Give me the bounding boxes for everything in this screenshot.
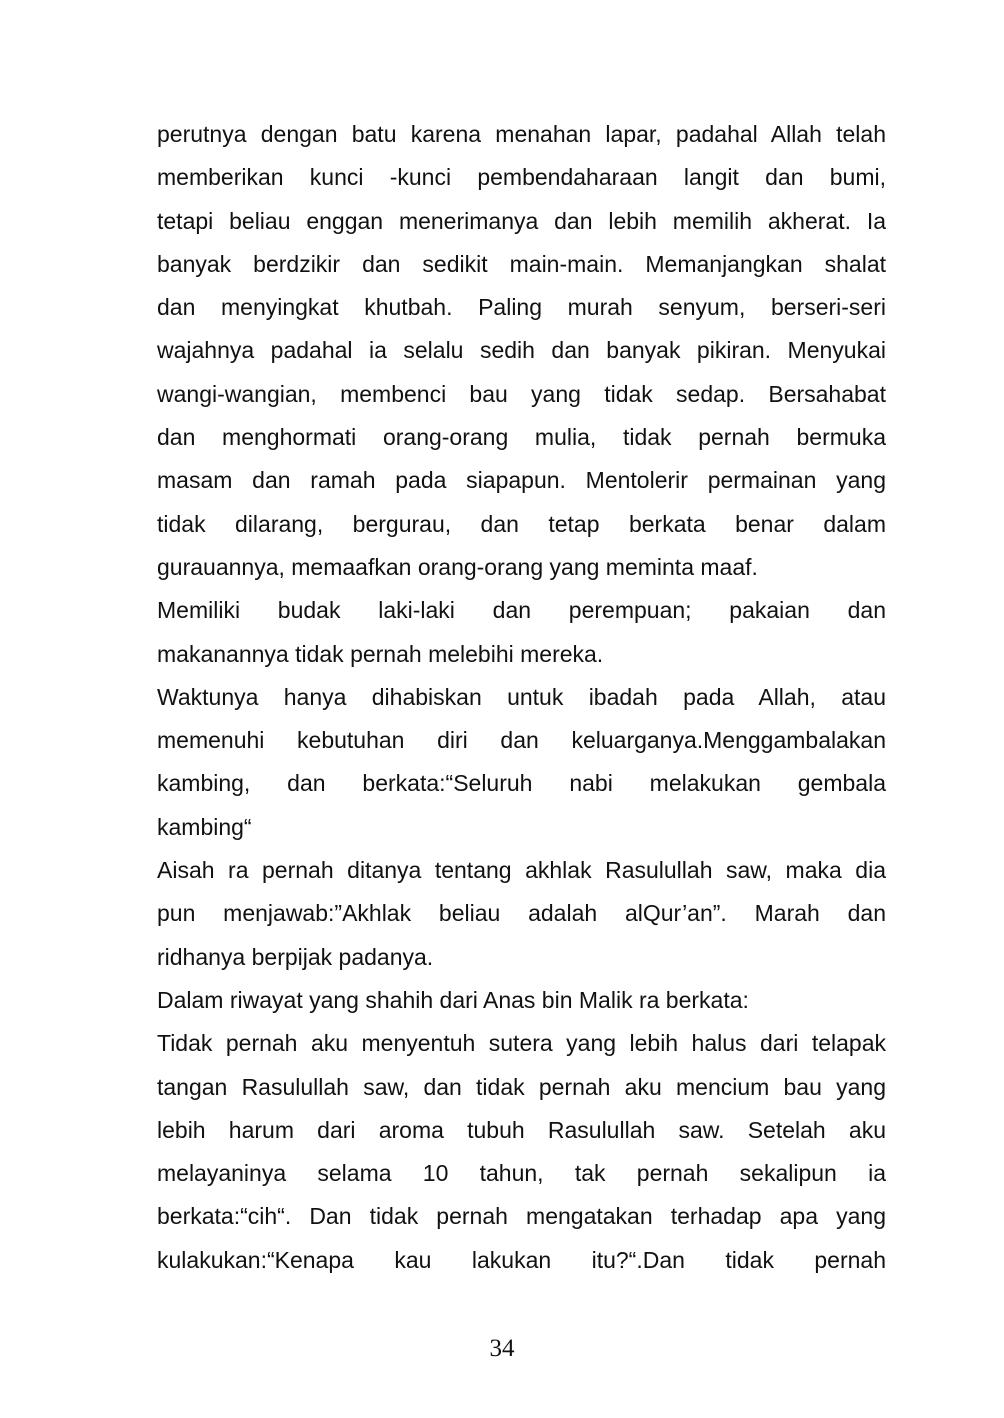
- text-line: Tidak pernah aku menyentuh sutera yang lebih halus dari telapak: [157, 1030, 886, 1057]
- text-line: kambing, dan berkata:“Seluruh nabi melakukan gembala: [157, 770, 886, 797]
- text-line: wangi-wangian, membenci bau yang tidak sedap. Bersahabat: [157, 380, 886, 407]
- text-line: lebih harum dari aroma tubuh Rasulullah saw. Setelah aku: [157, 1116, 886, 1143]
- text-line: melayaninya selama 10 tahun, tak pernah sekalipun ia: [157, 1160, 886, 1187]
- text-line: dan menyingkat khutbah. Paling murah senyum, berseri-seri: [157, 294, 886, 321]
- text-line: banyak berdzikir dan sedikit main-main. Memanjangkan shalat: [157, 250, 886, 277]
- body-text: [157, 113, 886, 1282]
- text-line: tangan Rasulullah saw, dan tidak pernah aku mencium bau yang: [157, 1073, 886, 1100]
- text-line: tetapi beliau enggan menerimanya dan lebih memilih akherat. Ia: [157, 207, 886, 234]
- text-line: wajahnya padahal ia selalu sedih dan banyak pikiran. Menyukai: [157, 337, 886, 364]
- page-number: 34: [489, 1335, 515, 1362]
- text-line: berkata:“cih“. Dan tidak pernah mengatakan terhadap apa yang: [157, 1203, 886, 1230]
- text-line: tidak dilarang, bergurau, dan tetap berkata benar dalam: [157, 510, 886, 537]
- text-line: pun menjawab:”Akhlak beliau adalah alQur’an”. Marah dan: [157, 900, 886, 927]
- text-line: dan menghormati orang-orang mulia, tidak pernah bermuka: [157, 424, 886, 451]
- text-line: Waktunya hanya dihabiskan untuk ibadah pada Allah, atau: [157, 683, 886, 710]
- text-line: Dalam riwayat yang shahih dari Anas bin Malik ra berkata:: [157, 986, 749, 1013]
- text-line: memberikan kunci -kunci pembendaharaan langit dan bumi,: [157, 164, 886, 191]
- text-line: memenuhi kebutuhan diri dan keluarganya.Menggambalakan: [157, 727, 886, 754]
- text-line: kambing“: [157, 813, 252, 840]
- text-line: masam dan ramah pada siapapun. Mentolerir permainan yang: [157, 467, 886, 494]
- text-line: Aisah ra pernah ditanya tentang akhlak Rasulullah saw, maka dia: [157, 857, 886, 884]
- text-line: perutnya dengan batu karena menahan lapar, padahal Allah telah: [157, 121, 886, 147]
- text-line: Memiliki budak laki-laki dan perempuan; pakaian dan: [157, 597, 886, 624]
- text-line: kulakukan:“Kenapa kau lakukan itu?“.Dan tidak pernah: [157, 1246, 886, 1273]
- text-line: gurauannya, memaafkan orang-orang yang meminta maaf.: [157, 553, 758, 580]
- text-line: makanannya tidak pernah melebihi mereka.: [157, 640, 604, 667]
- text-line: ridhanya berpijak padanya.: [157, 943, 434, 970]
